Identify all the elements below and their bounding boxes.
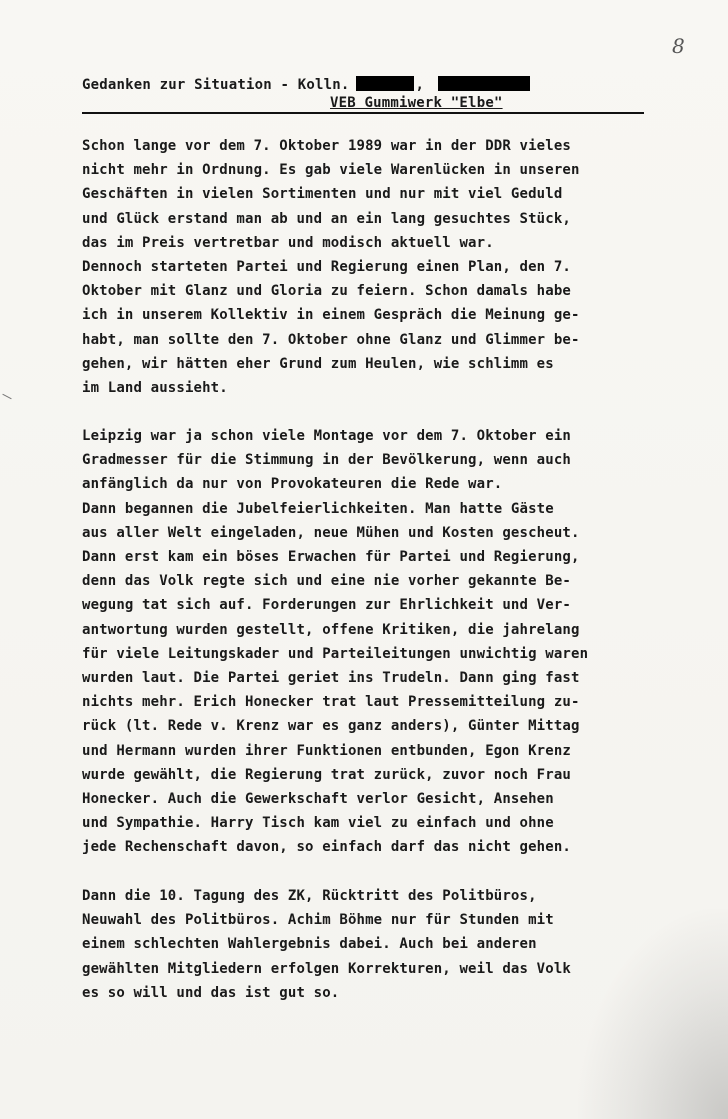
text-line: jede Rechenschaft davon, so einfach darf das nicht gehen. — [82, 839, 571, 856]
text-line: für viele Leitungskader und Parteileitungen unwichtig waren — [82, 645, 589, 662]
text-line: ich in unserem Kollektiv in einem Gespräch die Meinung ge- — [82, 307, 580, 324]
text-line: Neuwahl des Politbüros. Achim Böhme nur für Stunden mit — [82, 912, 554, 929]
text-line: Leipzig war ja schon viele Montage vor dem 7. Oktober ein — [82, 428, 571, 444]
text-line: einem schlechten Wahlergebnis dabei. Auch bei anderen — [82, 936, 537, 953]
redaction-bar-name — [356, 76, 414, 91]
text-line: und Glück erstand man ab und an ein lang gesuchtes Stück, — [82, 210, 571, 227]
text-line: anfänglich da nur von Provokateuren die Rede war. — [82, 476, 503, 493]
text-line: rück (lt. Rede v. Krenz war es ganz anders), Günter Mittag — [82, 718, 580, 735]
text-line: Dennoch starteten Partei und Regierung einen Plan, den 7. — [82, 259, 571, 276]
text-line: gewählten Mitgliedern erfolgen Korrekturen, weil das Volk — [82, 960, 571, 977]
text-line: gehen, wir hätten eher Grund zum Heulen, wie schlimm es — [82, 355, 554, 372]
text-line: Dann erst kam ein böses Erwachen für Partei und Regierung, — [82, 549, 580, 566]
text-line: Gradmesser für die Stimmung in der Bevölkerung, wenn auch — [82, 452, 571, 469]
text-line: Oktober mit Glanz und Gloria zu feiern. Schon damals habe — [82, 283, 571, 300]
paragraph-3 — [82, 884, 662, 1005]
header-subtitle: VEB Gummiwerk "Elbe" — [330, 95, 503, 111]
text-line: und Hermann wurden ihrer Funktionen entbunden, Egon Krenz — [82, 742, 571, 759]
text-line: antwortung wurden gestellt, offene Kritiken, die jahrelang — [82, 621, 580, 638]
header-divider — [82, 112, 644, 114]
text-line: Dann die 10. Tagung des ZK, Rücktritt des Politbüros, — [82, 888, 537, 904]
paragraph-2 — [82, 424, 662, 860]
text-line: es so will und das ist gut so. — [82, 984, 340, 1001]
redaction-bar-surname — [438, 76, 530, 91]
paragraph-1 — [82, 134, 662, 400]
text-line: Schon lange vor dem 7. Oktober 1989 war in der DDR vieles — [82, 138, 571, 154]
text-line: Geschäften in vielen Sortimenten und nur mit viel Geduld — [82, 186, 563, 203]
scan-shadow — [578, 909, 728, 1119]
text-line: aus aller Welt eingeladen, neue Mühen und Kosten gescheut. — [82, 524, 580, 541]
text-line: wurde gewählt, die Regierung trat zurück, zuvor noch Frau — [82, 766, 571, 783]
text-line: wegung tat sich auf. Forderungen zur Ehrlichkeit und Ver- — [82, 597, 571, 614]
margin-mark — [2, 394, 11, 400]
header-title-line — [82, 76, 662, 94]
text-line: und Sympathie. Harry Tisch kam viel zu einfach und ohne — [82, 815, 554, 832]
text-line: Honecker. Auch die Gewerkschaft verlor Gesicht, Ansehen — [82, 791, 554, 808]
text-line: im Land aussieht. — [82, 380, 228, 397]
text-line: wurden laut. Die Partei geriet ins Trudeln. Dann ging fast — [82, 670, 580, 687]
header-separator: , — [415, 77, 425, 93]
text-line: das im Preis vertretbar und modisch aktuell war. — [82, 234, 494, 251]
text-line: habt, man sollte den 7. Oktober ohne Glanz und Glimmer be- — [82, 331, 580, 348]
text-line: nichts mehr. Erich Honecker trat laut Pressemitteilung zu- — [82, 694, 580, 711]
header-title: Gedanken zur Situation - Kolln. — [82, 77, 350, 93]
text-line: Dann begannen die Jubelfeierlichkeiten. Man hatte Gäste — [82, 500, 554, 517]
document-header — [82, 76, 662, 111]
text-line: denn das Volk regte sich und eine nie vorher gekannte Be- — [82, 573, 571, 590]
text-line: nicht mehr in Ordnung. Es gab viele Warenlücken in unseren — [82, 162, 580, 179]
handwritten-page-number: 8 — [672, 34, 685, 58]
